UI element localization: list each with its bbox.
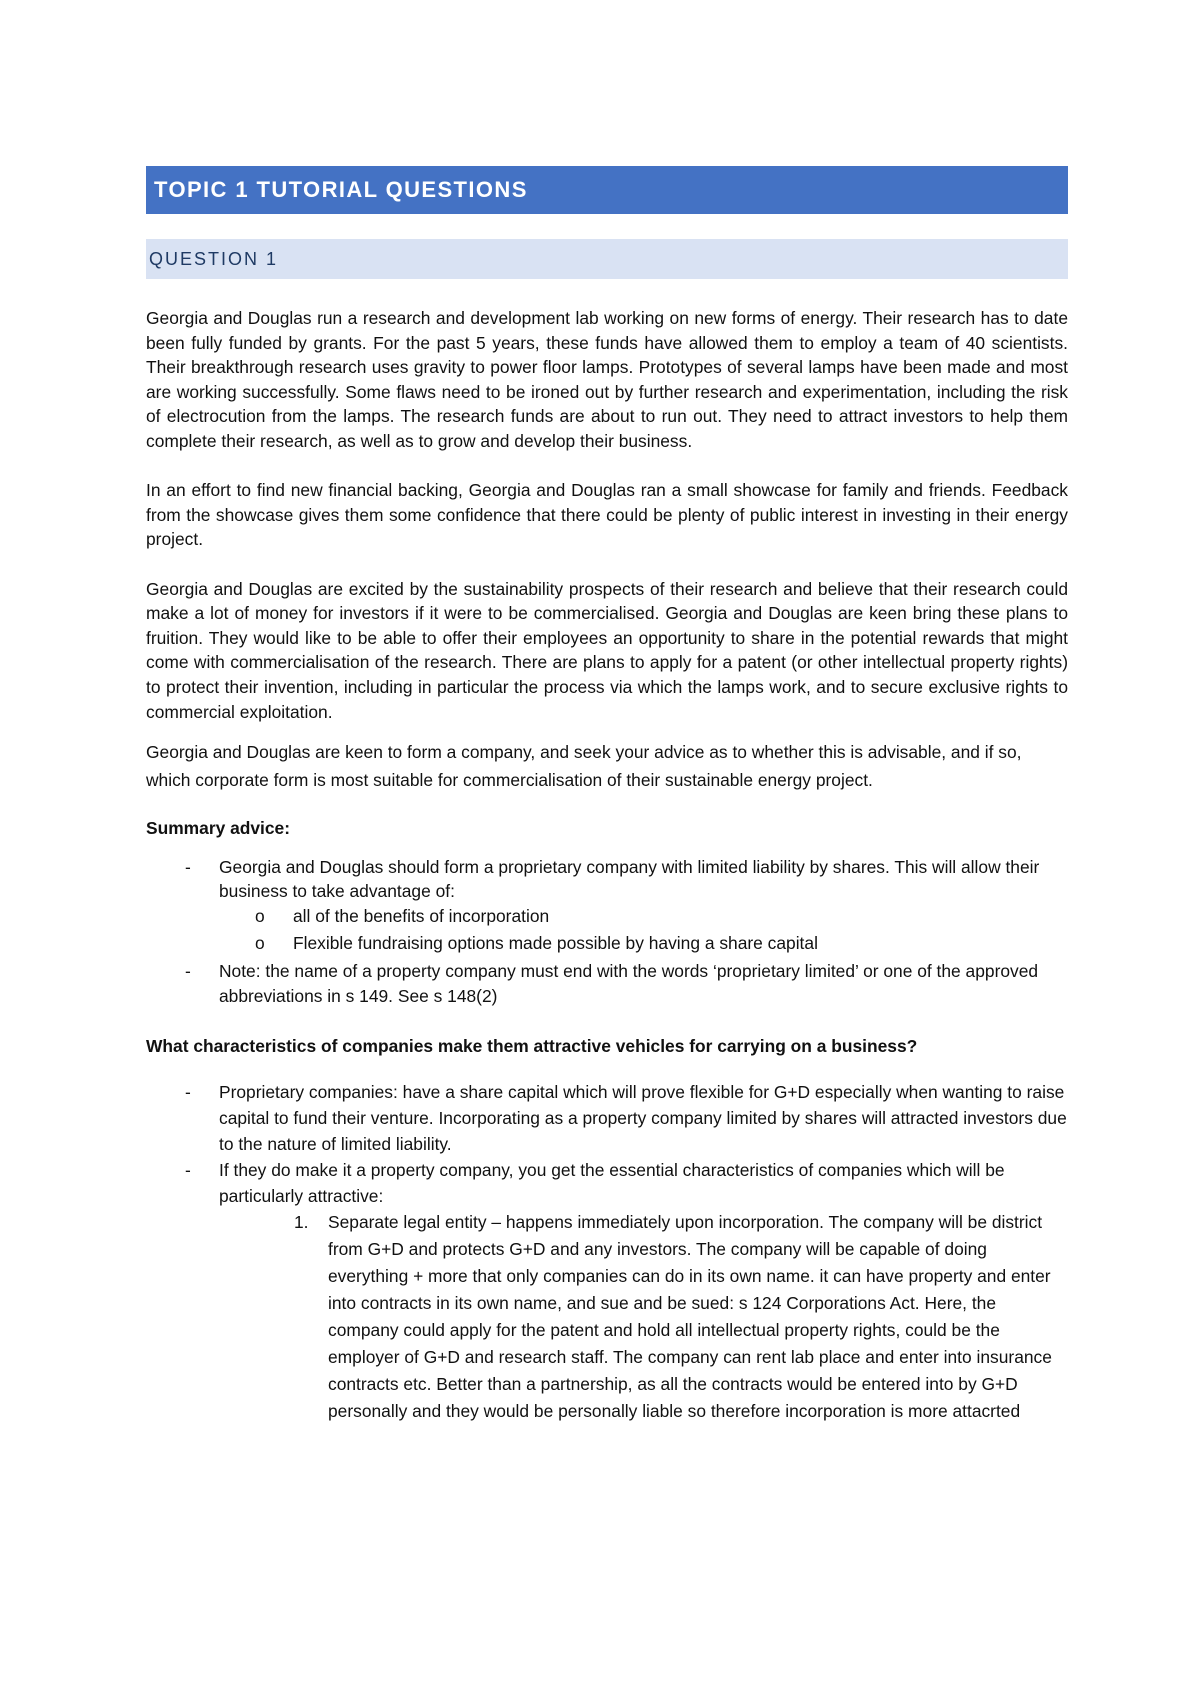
list-item xyxy=(146,959,1068,1008)
item-number: 1. xyxy=(294,1211,309,1232)
characteristics-list xyxy=(146,1079,1068,1209)
sub-item-text: Flexible fundraising options made possible by having a share capital xyxy=(293,933,818,954)
paragraph-request: Georgia and Douglas are keen to form a company, and seek your advice as to whether this is advisable, and if so, which corporate form is most suitable for commercialisation of their sustainable energy project. xyxy=(146,742,1022,791)
list-item xyxy=(146,855,1068,904)
summary-note-list xyxy=(146,959,1068,1008)
paragraph-scenario: Georgia and Douglas run a research and development lab working on new forms of energy. Their research has to date been fully funded by grants. For the past 5 years, these funds have allowed them to employ a team of 40 scientists. Their breakthrough research uses gravity to power floor lamps. Prototypes of several lamps have been made and most are working successfully. Some flaws need to be ironed out by further research and experimentation, including the risk of electrocution from the lamps. The research funds are about to run out. They need to attract investors to help them complete their research, as well as to grow and develop their business. xyxy=(146,308,1068,451)
summary-note-text: Note: the name of a property company must end with the words ‘proprietary limited’ or one of the approved abbreviations in s 149. See s 148(2) xyxy=(219,961,1039,1006)
question-title: QUESTION 1 xyxy=(146,239,1068,279)
list-item xyxy=(146,1079,1068,1157)
dash-marker: - xyxy=(185,1081,191,1102)
numbered-item-text: Separate legal entity – happens immediately upon incorporation. The company will be district from G+D and protects G+D and any investors. The company will be capable of doing everything + more that only companies can do in its own name. it can have property and enter into contracts in its own name, and sue and be sued: s 124 Corporations Act. Here, the company could apply for the patent and hold all intellectual property rights, could be the employer of G+D and research staff. The company can rent lab place and enter into insurance contracts etc. Better than a partnership, as all the contracts would be entered into by G+D personally and they would be personally liable so therefore incorporation is more attacrted xyxy=(328,1211,1052,1421)
circle-marker: o xyxy=(255,905,265,926)
summary-sub-list xyxy=(146,904,1068,956)
list-item xyxy=(146,904,1068,929)
characteristics-numbered-list xyxy=(146,1209,1068,1425)
circle-marker: o xyxy=(255,933,265,954)
list-item xyxy=(146,1209,1068,1425)
summary-heading: Summary advice: xyxy=(146,818,291,839)
list-item xyxy=(146,931,1068,956)
list-item xyxy=(146,1157,1068,1209)
paragraph-sustainability: Georgia and Douglas are excited by the sustainability prospects of their research and believe that their research could make a lot of money for investors if it were to be commercialised. Georgia and Douglas are keen bring these plans to fruition. They would like to be able to offer their employees an opportunity to share in the potential rewards that might come with commercialisation of the research. There are plans to apply for a patent (or other intellectual property rights) to protect their invention, including in particular the process via which the lamps work, and to secure exclusive rights to commercial exploitation. xyxy=(146,578,1068,722)
topic-title: TOPIC 1 TUTORIAL QUESTIONS xyxy=(146,166,1068,214)
paragraph-showcase: In an effort to find new financial backing, Georgia and Douglas ran a small showcase for family and friends. Feedback from the showcase gives them some confidence that there could be plenty of public interest in investing in their energy project. xyxy=(146,480,1068,550)
characteristics-bullet-text: If they do make it a property company, you get the essential characteristics of companies which will be particularly attractive: xyxy=(219,1159,1005,1206)
summary-bullet-text: Georgia and Douglas should form a proprietary company with limited liability by shares. This will allow their business to take advantage of: xyxy=(219,856,1040,902)
dash-marker: - xyxy=(185,856,191,877)
characteristics-heading: What characteristics of companies make them attractive vehicles for carrying on a business? xyxy=(146,1036,918,1057)
document-body xyxy=(146,306,1068,1425)
summary-list xyxy=(146,855,1068,904)
characteristics-bullet-text: Proprietary companies: have a share capital which will prove flexible for G+D especially when wanting to raise capital to fund their venture. Incorporating as a property company limited by shares will attracted investors due to the nature of limited liability. xyxy=(219,1081,1067,1154)
dash-marker: - xyxy=(185,961,191,982)
dash-marker: - xyxy=(185,1159,191,1180)
sub-item-text: all of the benefits of incorporation xyxy=(293,905,550,926)
